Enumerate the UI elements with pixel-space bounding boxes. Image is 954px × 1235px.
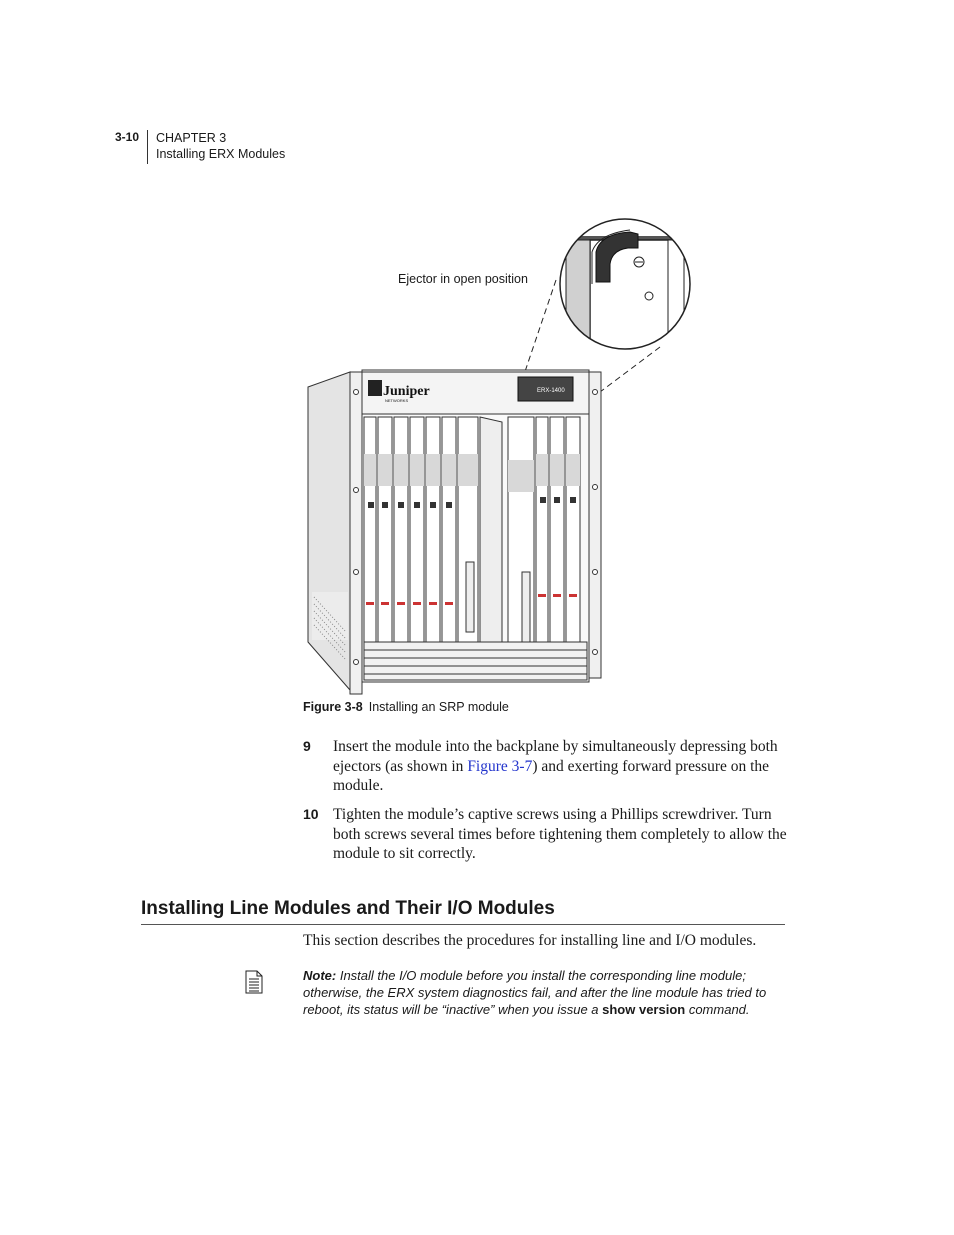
note-page-icon bbox=[244, 970, 264, 994]
svg-text:ERX-1400: ERX-1400 bbox=[537, 388, 565, 394]
step-number: 10 bbox=[303, 806, 319, 822]
step-text-cont: ) and exerting forward pressure on the module. bbox=[333, 757, 770, 794]
ejector-zoom-detail bbox=[555, 212, 695, 360]
section-heading: Installing Line Modules and Their I/O Modules bbox=[141, 898, 555, 919]
step-10 bbox=[303, 805, 793, 864]
chapter-title: Installing ERX Modules bbox=[156, 147, 286, 161]
fan-tray bbox=[364, 642, 587, 680]
figure-callout: Ejector in open position bbox=[398, 272, 528, 286]
note-text: Install the I/O module before you install the corresponding line module; otherwise, the ERX system diagnostics fail, and after the line module has tried to reboot, its status will be “inactive” when you issue a bbox=[303, 968, 767, 1017]
step-9 bbox=[303, 737, 793, 796]
page-number: 3-10 bbox=[115, 130, 140, 144]
figure-link[interactable]: Figure 3-7 bbox=[467, 757, 533, 775]
running-header bbox=[156, 130, 285, 162]
step-number: 9 bbox=[303, 738, 311, 754]
note-text-end: command. bbox=[685, 1002, 750, 1017]
svg-text:Juniper: Juniper bbox=[383, 384, 430, 399]
step-text: Insert the module into the backplane by simultaneously depressing both ejectors (as shown in bbox=[333, 738, 778, 775]
figure-srp-installation bbox=[300, 212, 710, 697]
step-text: Tighten the module’s captive screws using a Phillips screwdriver. Turn both screws several times before tightening them completely to allow the module to sit correctly. bbox=[333, 806, 787, 862]
chapter-label: CHAPTER 3 bbox=[156, 131, 227, 145]
figure-caption bbox=[303, 700, 509, 714]
figure-caption-text: Installing an SRP module bbox=[368, 700, 509, 714]
figure-label: Figure 3-8 bbox=[303, 700, 363, 714]
svg-text:NETWORKS: NETWORKS bbox=[385, 398, 409, 403]
section-intro: This section describes the procedures for installing line and I/O modules. bbox=[303, 932, 757, 949]
header-divider bbox=[147, 130, 148, 164]
chassis-vents bbox=[312, 592, 348, 640]
section-rule bbox=[141, 924, 785, 925]
note-label: Note: bbox=[303, 968, 337, 983]
note-block bbox=[303, 967, 793, 1018]
command-name: show version bbox=[602, 1002, 686, 1017]
